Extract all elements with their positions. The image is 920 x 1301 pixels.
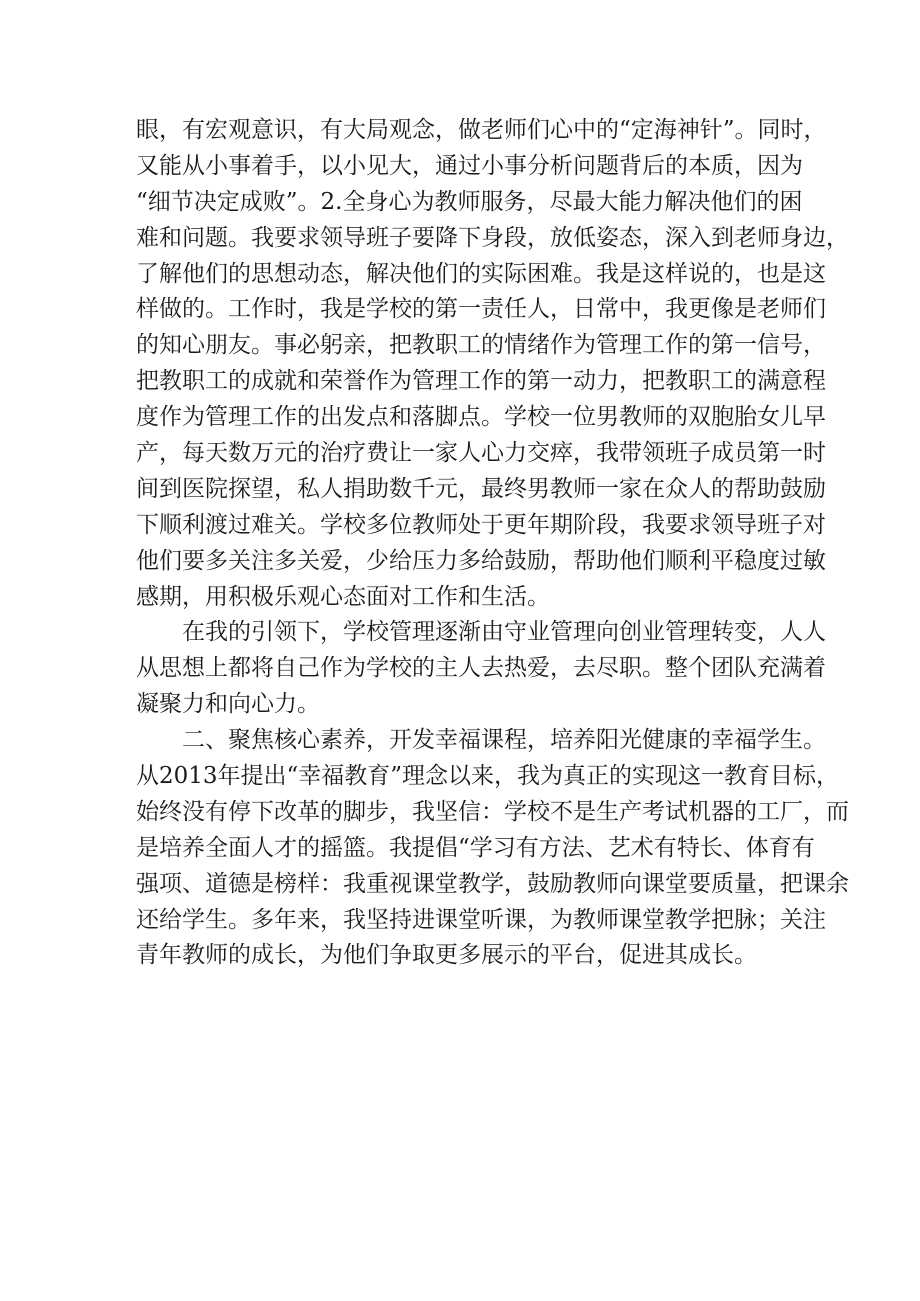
- text-line: 眼，有宏观意识，有大局观念，做老师们心中的“定海神针”。同时，: [136, 117, 827, 143]
- text-line: 还给学生。多年来，我坚持进课堂听课，为教师课堂教学把脉；关注: [136, 906, 826, 933]
- text-line: 产，每天数万元的治疗费让一家人心力交瘁，我带领班子成员第一时: [136, 440, 826, 467]
- text-line: 从2013年提出“幸福教育”理念以来，我为真正的实现这一教育目标，: [136, 763, 840, 790]
- text-line: “细节决定成败”。2.全身心为教师服务，尽最大能力解决他们的困: [136, 188, 803, 215]
- text-line: 了解他们的思想动态，解决他们的实际困难。我是这样说的，也是这: [136, 260, 826, 287]
- text-line: 凝聚力和向心力。: [136, 691, 320, 718]
- text-line: 的知心朋友。事必躬亲，把教职工的情绪作为管理工作的第一信号，: [136, 332, 826, 359]
- text-line: 间到医院探望，私人捐助数千元，最终男教师一家在众人的帮助鼓励: [136, 475, 826, 502]
- text-line: 度作为管理工作的出发点和落脚点。学校一位男教师的双胞胎女儿早: [136, 404, 826, 431]
- text-line: 从思想上都将自己作为学校的主人去热爱，去尽职。整个团队充满着: [136, 655, 826, 682]
- text-line: 他们要多关注多关爱，少给压力多给鼓励，帮助他们顺利平稳度过敏: [136, 547, 826, 574]
- text-line: 下顺利渡过难关。学校多位教师处于更年期阶段，我要求领导班子对: [136, 511, 826, 538]
- section-heading-line: 二、聚焦核心素养，开发幸福课程，培养阳光健康的幸福学生。: [182, 727, 826, 754]
- document-body: [136, 113, 849, 974]
- text-line: 样做的。工作时，我是学校的第一责任人，日常中，我更像是老师们: [136, 296, 826, 323]
- text-line: 又能从小事着手，以小见大，通过小事分析问题背后的本质，因为: [136, 152, 803, 179]
- text-line: 始终没有停下改革的脚步，我坚信：学校不是生产考试机器的工厂，而: [136, 798, 849, 825]
- text-line: 难和问题。我要求领导班子要降下身段，放低姿态，深入到老师身边，: [136, 224, 849, 251]
- text-line: 强项、道德是榜样：我重视课堂教学，鼓励教师向课堂要质量，把课余: [136, 870, 849, 897]
- text-line: 青年教师的成长，为他们争取更多展示的平台，促进其成长。: [136, 942, 757, 969]
- text-line: 是培养全面人才的摇篮。我提倡“学习有方法、艺术有特长、体育有: [136, 834, 815, 861]
- paragraph-first-line: 在我的引领下，学校管理逐渐由守业管理向创业管理转变，人人: [182, 619, 826, 646]
- text-line: 感期，用积极乐观心态面对工作和生活。: [136, 583, 550, 610]
- text-line: 把教职工的成就和荣誉作为管理工作的第一动力，把教职工的满意程: [136, 368, 826, 395]
